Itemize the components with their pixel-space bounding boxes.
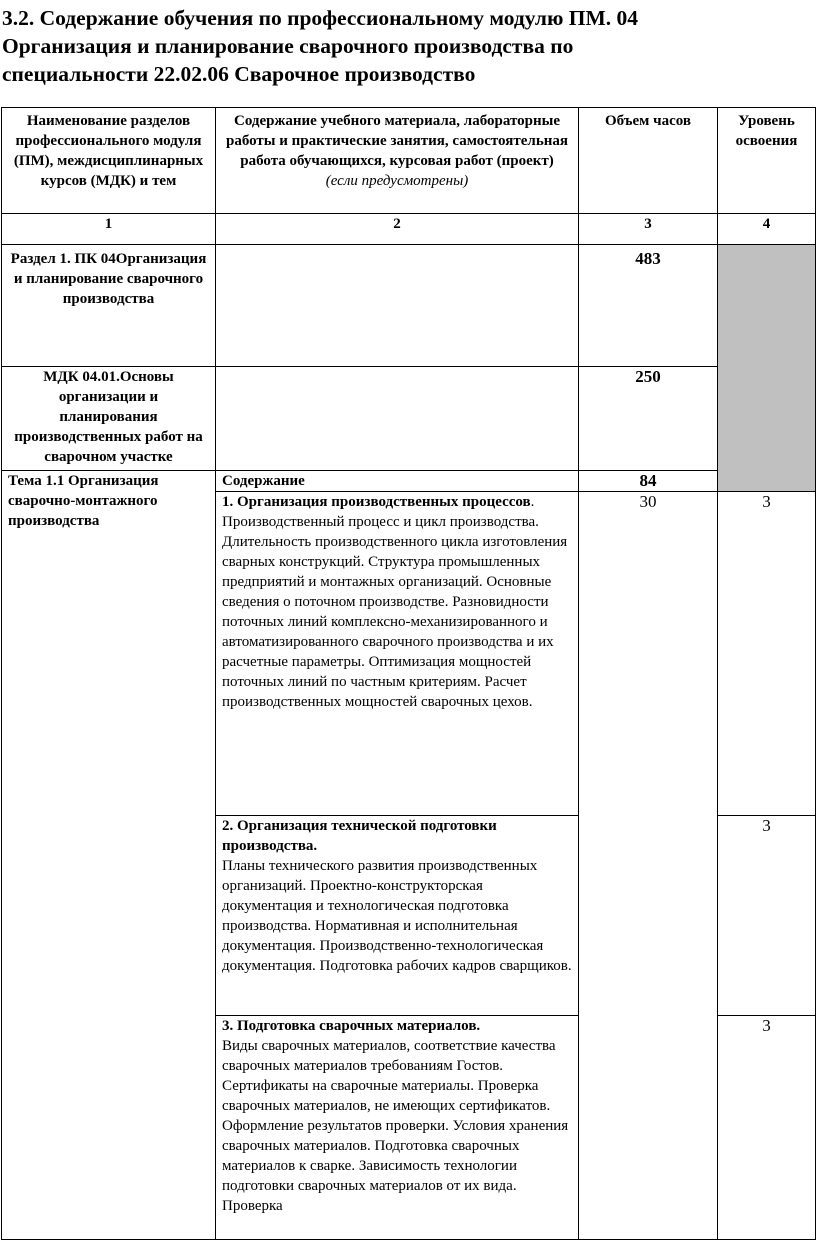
item-1-text: Производственный процесс и цикл производства. Длительность производственного цикла изготовления сварных конструкций. Структура промышленных предприятий и монтажных организаций. Основные сведения о поточном производстве. Разновидности поточных линий комплексно-механизированного и автоматизированного сварочного производства и их расчетные параметры. Оптимизация мощностей поточных линий по частным критериям. Расчет производственных мощностей сварочных цехов. (222, 514, 568, 710)
item-1-heading: 1. Организация производственных процессов (222, 494, 531, 510)
mdk-content-empty (216, 367, 579, 471)
column-numbers-row (2, 214, 816, 245)
section-name: Раздел 1. ПК 04Организация и планирование сварочного производства (2, 245, 216, 367)
title-line-2: Организация и планирование сварочного производства по (2, 34, 574, 58)
column-number-2: 2 (216, 214, 579, 245)
item-2-text: Планы технического развития производственных организаций. Проектно-конструкторская документация и технологическая подготовка производства. Нормативная и исполнительная документация. Производственно-технологическая документация. Подготовка рабочих кадров сварщиков. (222, 858, 572, 974)
item-3-heading: 3. Подготовка сварочных материалов. (222, 1018, 481, 1034)
content-item-3 (216, 1016, 579, 1240)
header-level: Уровень освоения (718, 108, 816, 214)
section-hours: 483 (579, 245, 718, 367)
level-shaded-cell (718, 245, 816, 492)
section-content-empty (216, 245, 579, 367)
content-label: Содержание (222, 473, 305, 489)
title-line-3: специальности 22.02.06 Сварочное производство (2, 62, 476, 86)
topic-name: Тема 1.1 Организация сварочно-монтажного производства (2, 471, 216, 1240)
item-2-level: 3 (718, 816, 816, 1016)
title-line-1: 3.2. Содержание обучения по профессиональному модулю ПМ. 04 (2, 6, 639, 30)
item-3-level: 3 (718, 1016, 816, 1240)
item-1-heading-suffix: . (530, 494, 535, 510)
column-number-4: 4 (718, 214, 816, 245)
column-number-1: 1 (2, 214, 216, 245)
header-hours: Объем часов (579, 108, 718, 214)
page-title (2, 4, 802, 88)
content-label-cell (216, 471, 579, 492)
mdk-name: МДК 04.01.Основы организации и планирования производственных работ на сварочном участке (2, 367, 216, 471)
table-header-row (2, 108, 816, 214)
content-item-2 (216, 816, 579, 1016)
topic-content-row (2, 471, 816, 492)
header-content-text: Содержание учебного материала, лабораторные работы и практические занятия, самостоятельная работа обучающихся, курсовая работ (проект) (225, 113, 569, 169)
section-row (2, 245, 816, 367)
mdk-row (2, 367, 816, 471)
item-1-level: 3 (718, 492, 816, 816)
header-content-note: (если предусмотрены) (325, 173, 469, 189)
header-sections: Наименование разделов профессионального модуля (ПМ), междисциплинарных курсов (МДК) и тем (2, 108, 216, 214)
item-2-heading: 2. Организация технической подготовки производства. (222, 818, 497, 854)
item-1-hours: 30 (579, 492, 718, 1240)
mdk-hours: 250 (579, 367, 718, 471)
content-hours: 84 (579, 471, 718, 492)
header-content (216, 108, 579, 214)
column-number-3: 3 (579, 214, 718, 245)
curriculum-table (1, 107, 816, 1240)
item-3-text: Виды сварочных материалов, соответствие качества сварочных материалов требованиям Гостов. Сертификаты на сварочные материалы. Проверка сварочных материалов, не имеющих сертификатов. Оформление результатов проверки. Условия хранения сварочных материалов. Подготовка сварочных материалов к сварке. Зависимость технологии подготовки сварочных материалов от их вида. Проверка (222, 1038, 569, 1214)
content-item-1 (216, 492, 579, 816)
